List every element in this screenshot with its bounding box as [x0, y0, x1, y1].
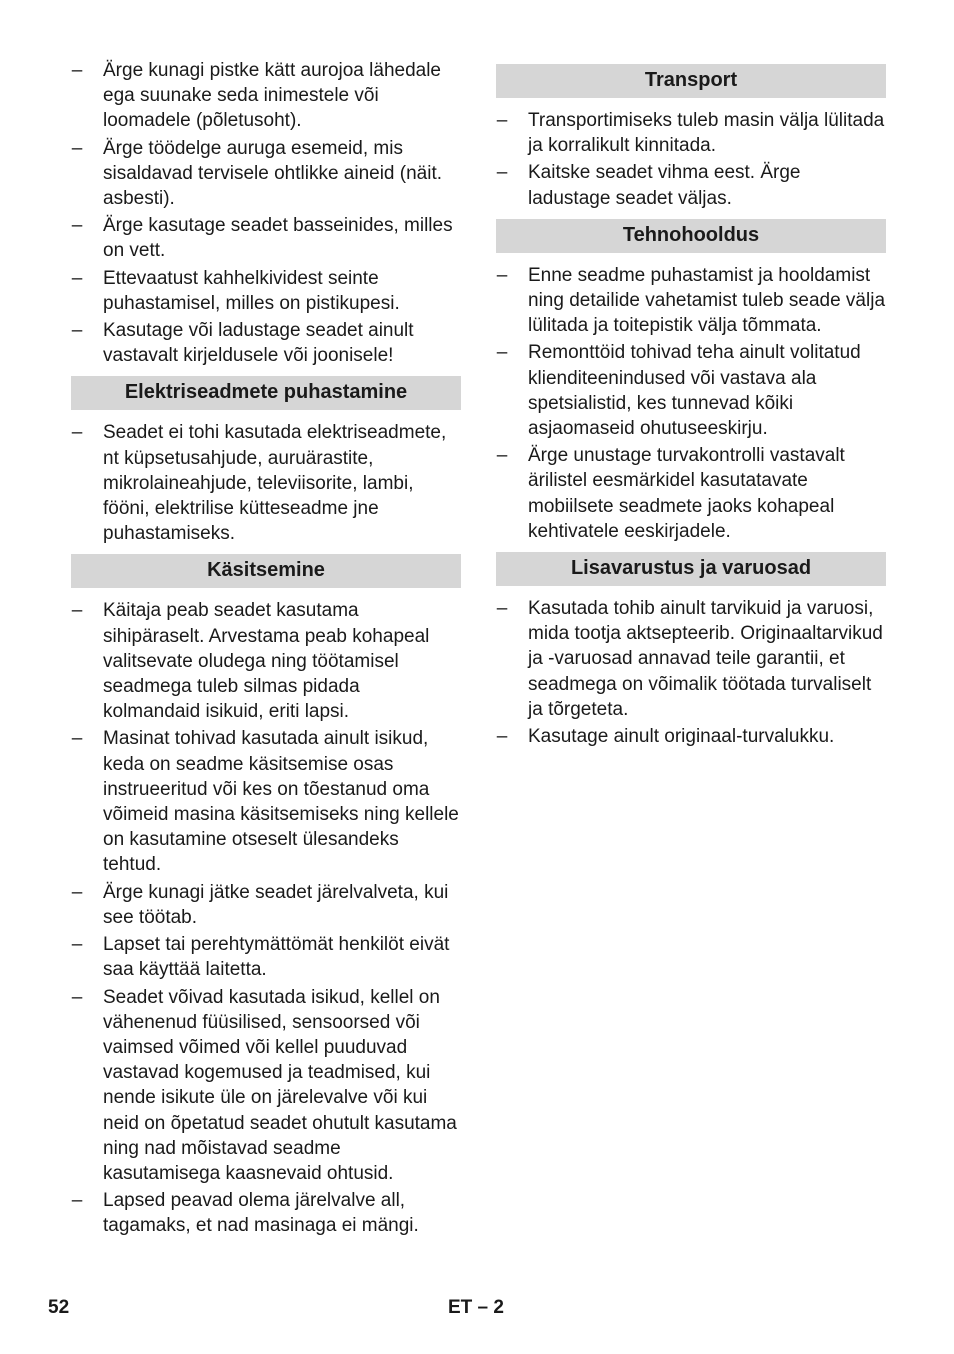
bullet-dash: – [71, 600, 83, 622]
list-item-text: Enne seadme puhastamist ja hooldamist ning detailide vahetamist tuleb seade välja lülitada ja toitepistik välja tõmmata. [528, 264, 886, 337]
list-item-text: Kasutada tohib ainult tarvikuid ja varuosi, mida tootja aktsepteerib. Originaaltarvikud ja -varuosad annavad teile garantii, et seadmega on võimalik töötada turvaliselt ja tõrgeteta. [528, 598, 883, 720]
list-item [496, 724, 886, 749]
list-item-text: Ettevaatust kahhelkividest seinte puhastamisel, milles on pistikupesi. [103, 267, 400, 314]
list-item-text: Seadet ei tohi kasutada elektriseadmete, nt küpsetusahjude, auruärastite, mikrolaineahjude, televiisorite, lambi, fööni, elektrilise kütteseadme jne puhastamiseks. [103, 422, 447, 545]
bullet-dash: – [496, 342, 508, 364]
bullet-dash: – [496, 162, 508, 184]
bullet-dash: – [71, 320, 83, 342]
list-item [71, 136, 461, 212]
list-item [71, 58, 461, 134]
list-item [496, 443, 886, 544]
list-item [71, 726, 461, 877]
footer-language-label: ET – 2 [448, 1297, 504, 1318]
bullet-dash: – [71, 728, 83, 750]
list-item [71, 932, 461, 982]
list-item-text: Käitaja peab seadet kasutama sihipäraselt. Arvestama peab kohapeal valitsevate oludega ning töötamisel seadmega tuleb silmas pidada kolmandaid isikuid, eriti lapsi. [103, 600, 430, 723]
list-item [496, 108, 886, 158]
kasitsemine-list [71, 598, 461, 1238]
bullet-dash: – [71, 881, 83, 903]
bullet-dash: – [496, 445, 508, 467]
list-item [496, 263, 886, 339]
section-heading-transport: Transport [496, 64, 886, 98]
right-column [496, 58, 886, 751]
bullet-dash: – [496, 110, 508, 131]
page-number: 52 [48, 1297, 70, 1318]
section-heading-kasitsemine: Käsitsemine [71, 554, 461, 588]
list-item [71, 213, 461, 263]
list-item [71, 1188, 461, 1238]
intro-list [71, 58, 461, 368]
bullet-dash: – [71, 137, 83, 159]
list-item [496, 340, 886, 441]
bullet-dash: – [71, 1190, 83, 1212]
list-item [71, 880, 461, 930]
bullet-dash: – [71, 267, 83, 289]
list-item-text: Kaitske seadet vihma eest. Ärge ladustage seadet väljas. [528, 162, 801, 209]
list-item [71, 985, 461, 1187]
list-item-text: Ärge kasutage seadet basseinides, milles on vett. [103, 215, 453, 262]
list-item-text: Lapset tai perehtymättömät henkilöt eivät saa käyttää laitetta. [103, 934, 450, 981]
elektri-list [71, 420, 461, 546]
tehnohooldus-list [496, 263, 886, 544]
section-heading-elektriseadmete: Elektriseadmete puhastamine [71, 376, 461, 410]
list-item-text: Kasutage ainult originaal-turvalukku. [528, 726, 835, 748]
list-item-text: Ärge kunagi jätke seadet järelvalveta, kui see töötab. [103, 881, 449, 928]
lisavarustus-list [496, 596, 886, 749]
list-item-text: Transportimiseks tuleb masin välja lülitada ja korralikult kinnitada. [528, 110, 885, 157]
transport-list [496, 108, 886, 211]
list-item-text: Kasutage või ladustage seadet ainult vastavalt kirjeldusele või joonisele! [103, 320, 414, 367]
list-item-text: Ärge kunagi pistke kätt aurojoa lähedale ega suunake seda inimestele või loomadele (põletusoht). [103, 60, 442, 132]
section-heading-tehnohooldus: Tehnohooldus [496, 219, 886, 253]
list-item [71, 318, 461, 368]
bullet-dash: – [496, 726, 508, 748]
list-item-text: Ärge töödelge auruga esemeid, mis sisaldavad tervisele ohtlikke aineid (näit. asbesti). [103, 137, 443, 210]
left-column [71, 58, 461, 1241]
list-item [496, 160, 886, 210]
list-item-text: Seadet võivad kasutada isikud, kellel on vähenenud füüsilised, sensoorsed või vaimsed võimed või kellel puuduvad vastavad kogemused ja teadmised, kui nende isikute üle on järelevalve või kui neid on õpetatud seadet ohutult kasutama ning nad mõistavad seadme kasutamisega kaasnevaid ohtusid. [103, 986, 457, 1184]
list-item [71, 266, 461, 316]
bullet-dash: – [71, 60, 83, 81]
list-item [496, 596, 886, 722]
list-item [71, 598, 461, 724]
bullet-dash: – [71, 215, 83, 237]
bullet-dash: – [71, 422, 83, 444]
list-item-text: Remonttöid tohivad teha ainult volitatud klienditeenindused või vastava ala spetsialistid, kes tunnevad kõiki asjaomaseid ohutuseeskirju. [528, 342, 861, 440]
list-item-text: Ärge unustage turvakontrolli vastavalt ärilistel eesmärkidel kasutatavate mobiilsete seadmete jaoks kohapeal kehtivatele eeskirjadele. [528, 445, 845, 542]
list-item-text: Masinat tohivad kasutada ainult isikud, keda on seadme käsitsemise osas instrueeritud või kes on tõestanud oma võimeid masina käsitsemiseks ning kellele on kasutamine otseselt ülesandeks tehtud. [103, 728, 459, 876]
bullet-dash: – [71, 934, 83, 956]
bullet-dash: – [71, 986, 83, 1008]
bullet-dash: – [496, 264, 508, 286]
section-heading-lisavarustus: Lisavarustus ja varuosad [496, 552, 886, 586]
bullet-dash: – [496, 598, 508, 620]
list-item-text: Lapsed peavad olema järelvalve all, tagamaks, et nad masinaga ei mängi. [103, 1190, 419, 1237]
list-item [71, 420, 461, 546]
